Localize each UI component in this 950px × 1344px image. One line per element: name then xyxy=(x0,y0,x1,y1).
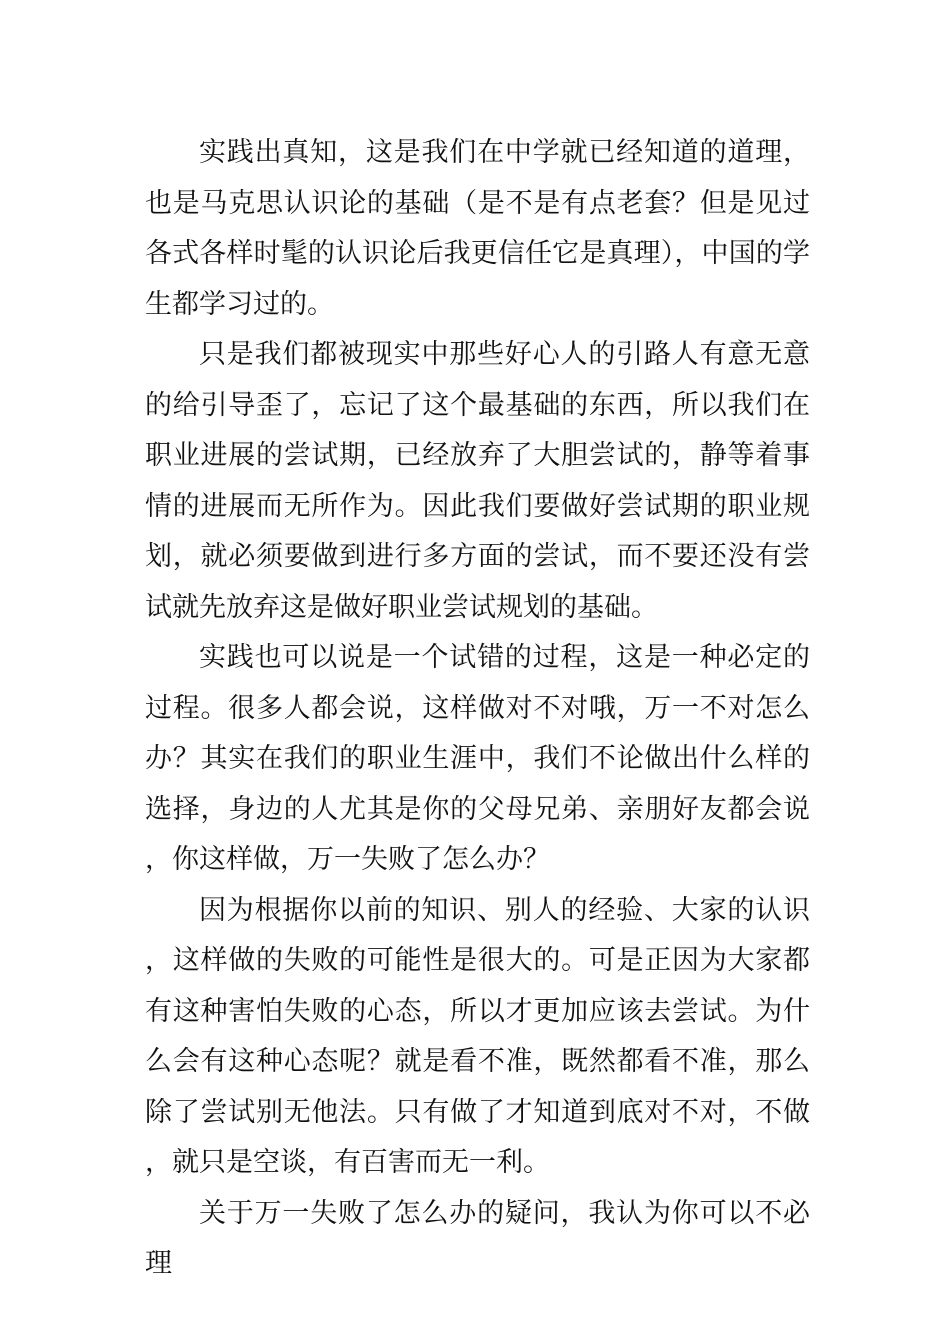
paragraph-5: 关于万一失败了怎么办的疑问，我认为你可以不必理 xyxy=(145,1197,810,1279)
document-body xyxy=(145,128,810,1290)
paragraph-4: 因为根据你以前的知识、别人的经验、大家的认识，这样做的失败的可能性是很大的。可是正因为大家都有这种害怕失败的心态，所以才更加应该去尝试。为什么会有这种心态呢？就是看不准，既然都看不准，那么除了尝试别无他法。只有做了才知道到底对不对，不做，就只是空谈，有百害而无一利。 xyxy=(145,894,810,1178)
paragraph-3: 实践也可以说是一个试错的过程，这是一种必定的过程。很多人都会说，这样做对不对哦，万一不对怎么办？其实在我们的职业生涯中，我们不论做出什么样的选择，身边的人尤其是你的父母兄弟、亲朋好友都会说，你这样做，万一失败了怎么办？ xyxy=(145,642,810,875)
paragraph-2: 只是我们都被现实中那些好心人的引路人有意无意的给引导歪了，忘记了这个最基础的东西，所以我们在职业进展的尝试期，已经放弃了大胆尝试的，静等着事情的进展而无所作为。因此我们要做好尝试期的职业规划，就必须要做到进行多方面的尝试，而不要还没有尝试就先放弃这是做好职业尝试规划的基础。 xyxy=(145,339,810,623)
paragraph-1: 实践出真知，这是我们在中学就已经知道的道理，也是马克思认识论的基础（是不是有点老套？但是见过各式各样时髦的认识论后我更信任它是真理），中国的学生都学习过的。 xyxy=(145,137,810,320)
